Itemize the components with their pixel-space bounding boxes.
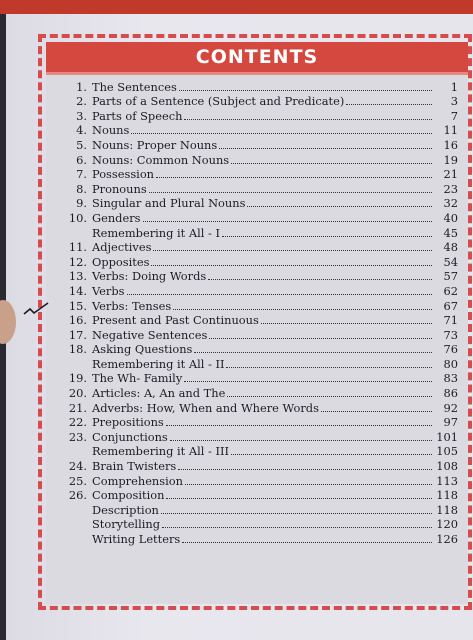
entry-title: Storytelling [92, 517, 160, 532]
dot-leader [166, 424, 432, 426]
entry-title: Verbs [92, 283, 125, 298]
dot-leader [184, 380, 432, 382]
toc-entry [54, 79, 458, 94]
entry-page-number: 86 [443, 386, 458, 401]
entry-number: 23. [68, 429, 87, 444]
entry-number: 21. [68, 400, 87, 415]
contents-banner: CONTENTS [46, 42, 468, 72]
entry-page-number: 120 [436, 517, 458, 532]
entry-title: Present and Past Continuous [92, 313, 259, 328]
entry-number: 11. [68, 240, 87, 255]
entry-title: Nouns: Proper Nouns [92, 137, 218, 152]
toc-entry [54, 94, 458, 109]
entry-page-number: 32 [443, 196, 458, 211]
entry-title: Genders [92, 210, 141, 225]
toc-entry [54, 196, 458, 211]
entry-page-number: 113 [436, 473, 458, 488]
dot-leader [156, 176, 432, 178]
entry-page-number: 3 [450, 94, 458, 109]
toc-entry [54, 517, 458, 532]
toc-entry [54, 429, 458, 444]
toc-entry [54, 385, 458, 400]
entry-page-number: 54 [443, 254, 458, 269]
entry-title: Parts of a Sentence (Subject and Predicate) [92, 94, 345, 109]
dot-leader [247, 205, 432, 207]
entry-number: 25. [68, 473, 87, 488]
banner-underline [46, 72, 468, 75]
entry-page-number: 108 [436, 459, 458, 474]
entry-title: Adjectives [92, 240, 152, 255]
dot-leader [231, 162, 432, 164]
entry-page-number: 92 [443, 400, 458, 415]
entry-title: Prepositions [92, 415, 164, 430]
entry-number: 20. [68, 386, 87, 401]
entry-title: Articles: A, An and The [92, 386, 226, 401]
dot-leader [149, 191, 432, 193]
toc-entry [54, 210, 458, 225]
toc-entry [54, 502, 458, 517]
entry-number: 1. [76, 79, 87, 94]
entry-page-number: 118 [436, 502, 458, 517]
toc-entry [54, 531, 458, 546]
toc-entry [54, 225, 458, 240]
toc-entry [54, 152, 458, 167]
entry-page-number: 83 [443, 371, 458, 386]
dot-leader [179, 89, 432, 91]
toc-entry [54, 327, 458, 342]
dot-leader [166, 497, 432, 499]
entry-page-number: 97 [443, 415, 458, 430]
entry-page-number: 71 [443, 313, 458, 328]
entry-number: 17. [68, 327, 87, 342]
entry-page-number: 105 [436, 444, 458, 459]
entry-page-number: 73 [443, 327, 458, 342]
entry-title: Adverbs: How, When and Where Words [92, 400, 319, 415]
dot-leader [151, 264, 432, 266]
entry-page-number: 11 [443, 123, 458, 138]
entry-number: 24. [68, 459, 87, 474]
toc-entry [54, 458, 458, 473]
toc-entry [54, 108, 458, 123]
dot-leader [178, 468, 432, 470]
entry-title: Description [92, 502, 159, 517]
entry-title: Pronouns [92, 181, 147, 196]
entry-title: Remembering it All - II [92, 356, 225, 371]
toc-entry [54, 269, 458, 284]
toc-entry [54, 488, 458, 503]
entry-page-number: 67 [443, 298, 458, 313]
toc-entry [54, 137, 458, 152]
entry-number: 3. [76, 108, 87, 123]
entry-page-number: 21 [443, 167, 458, 182]
entry-number: 15. [68, 298, 87, 313]
toc-entry [54, 371, 458, 386]
dot-leader [127, 293, 432, 295]
dot-leader [321, 410, 432, 412]
entry-page-number: 23 [443, 181, 458, 196]
dot-leader [194, 351, 432, 353]
dot-leader [226, 366, 432, 368]
entry-page-number: 48 [443, 240, 458, 255]
entry-page-number: 7 [450, 108, 458, 123]
dot-leader [219, 147, 432, 149]
dot-leader [143, 220, 433, 222]
entry-page-number: 118 [436, 488, 458, 503]
toc-entry [54, 123, 458, 138]
dot-leader [161, 512, 432, 514]
toc-entry [54, 473, 458, 488]
entry-title: The Sentences [92, 79, 177, 94]
entry-number: 8. [76, 181, 87, 196]
entry-page-number: 57 [443, 269, 458, 284]
toc-entry [54, 444, 458, 459]
toc-entry [54, 356, 458, 371]
dot-leader [182, 541, 432, 543]
entry-title: Brain Twisters [92, 459, 177, 474]
toc-entry [54, 298, 458, 313]
entry-number: 14. [68, 283, 87, 298]
dot-leader [173, 308, 432, 310]
entry-page-number: 76 [443, 342, 458, 357]
entry-number: 6. [76, 152, 87, 167]
dot-leader [261, 322, 432, 324]
entry-page-number: 80 [443, 356, 458, 371]
toc-entry [54, 167, 458, 182]
handwritten-tick-mark [22, 301, 52, 317]
toc-entry [54, 313, 458, 328]
entry-title: Asking Questions [92, 342, 193, 357]
toc-entry [54, 254, 458, 269]
dot-leader [170, 439, 432, 441]
entry-title: Negative Sentences [92, 327, 208, 342]
dot-leader [222, 235, 432, 237]
entry-title: Remembering it All - I [92, 225, 220, 240]
entry-number: 10. [68, 210, 87, 225]
entry-title: Parts of Speech [92, 108, 183, 123]
entry-number: 5. [76, 137, 87, 152]
entry-number: 22. [68, 415, 87, 430]
dot-leader [227, 395, 432, 397]
cover-edge [0, 0, 473, 14]
entry-number: 13. [68, 269, 87, 284]
dot-leader [185, 483, 432, 485]
entry-number: 19. [68, 371, 87, 386]
entry-title: Singular and Plural Nouns [92, 196, 246, 211]
entry-page-number: 40 [443, 210, 458, 225]
dot-leader [162, 526, 432, 528]
entry-page-number: 19 [443, 152, 458, 167]
entry-number: 16. [68, 313, 87, 328]
entry-title: Nouns: Common Nouns [92, 152, 230, 167]
entry-title: Composition [92, 488, 165, 503]
entry-page-number: 126 [436, 532, 458, 546]
entry-number: 7. [76, 167, 87, 182]
entry-number: 12. [68, 254, 87, 269]
entry-title: Opposites [92, 254, 150, 269]
toc-entry [54, 283, 458, 298]
dot-leader [231, 453, 432, 455]
entry-title: Conjunctions [92, 429, 168, 444]
entry-title: Verbs: Tenses [92, 298, 172, 313]
dot-leader [131, 132, 432, 134]
entry-title: Remembering it All - III [92, 444, 229, 459]
entry-title: Nouns [92, 123, 130, 138]
dot-leader [346, 103, 432, 105]
table-of-contents [54, 79, 458, 546]
entry-page-number: 62 [443, 283, 458, 298]
toc-entry [54, 415, 458, 430]
entry-number: 26. [68, 488, 87, 503]
entry-title: The Wh- Family [92, 371, 183, 386]
toc-entry [54, 181, 458, 196]
entry-title: Possession [92, 167, 155, 182]
entry-number: 4. [76, 123, 87, 138]
entry-title: Writing Letters [92, 532, 181, 546]
entry-page-number: 45 [443, 225, 458, 240]
entry-number: 2. [76, 94, 87, 109]
entry-title: Verbs: Doing Words [92, 269, 207, 284]
entry-title: Comprehension [92, 473, 183, 488]
dot-leader [153, 249, 432, 251]
entry-page-number: 16 [443, 137, 458, 152]
entry-page-number: 1 [450, 79, 458, 94]
toc-entry [54, 240, 458, 255]
dot-leader [209, 337, 432, 339]
dot-leader [208, 278, 432, 280]
entry-number: 9. [76, 196, 87, 211]
toc-entry [54, 342, 458, 357]
toc-entry [54, 400, 458, 415]
entry-page-number: 101 [436, 429, 458, 444]
dot-leader [184, 118, 432, 120]
entry-number: 18. [68, 342, 87, 357]
